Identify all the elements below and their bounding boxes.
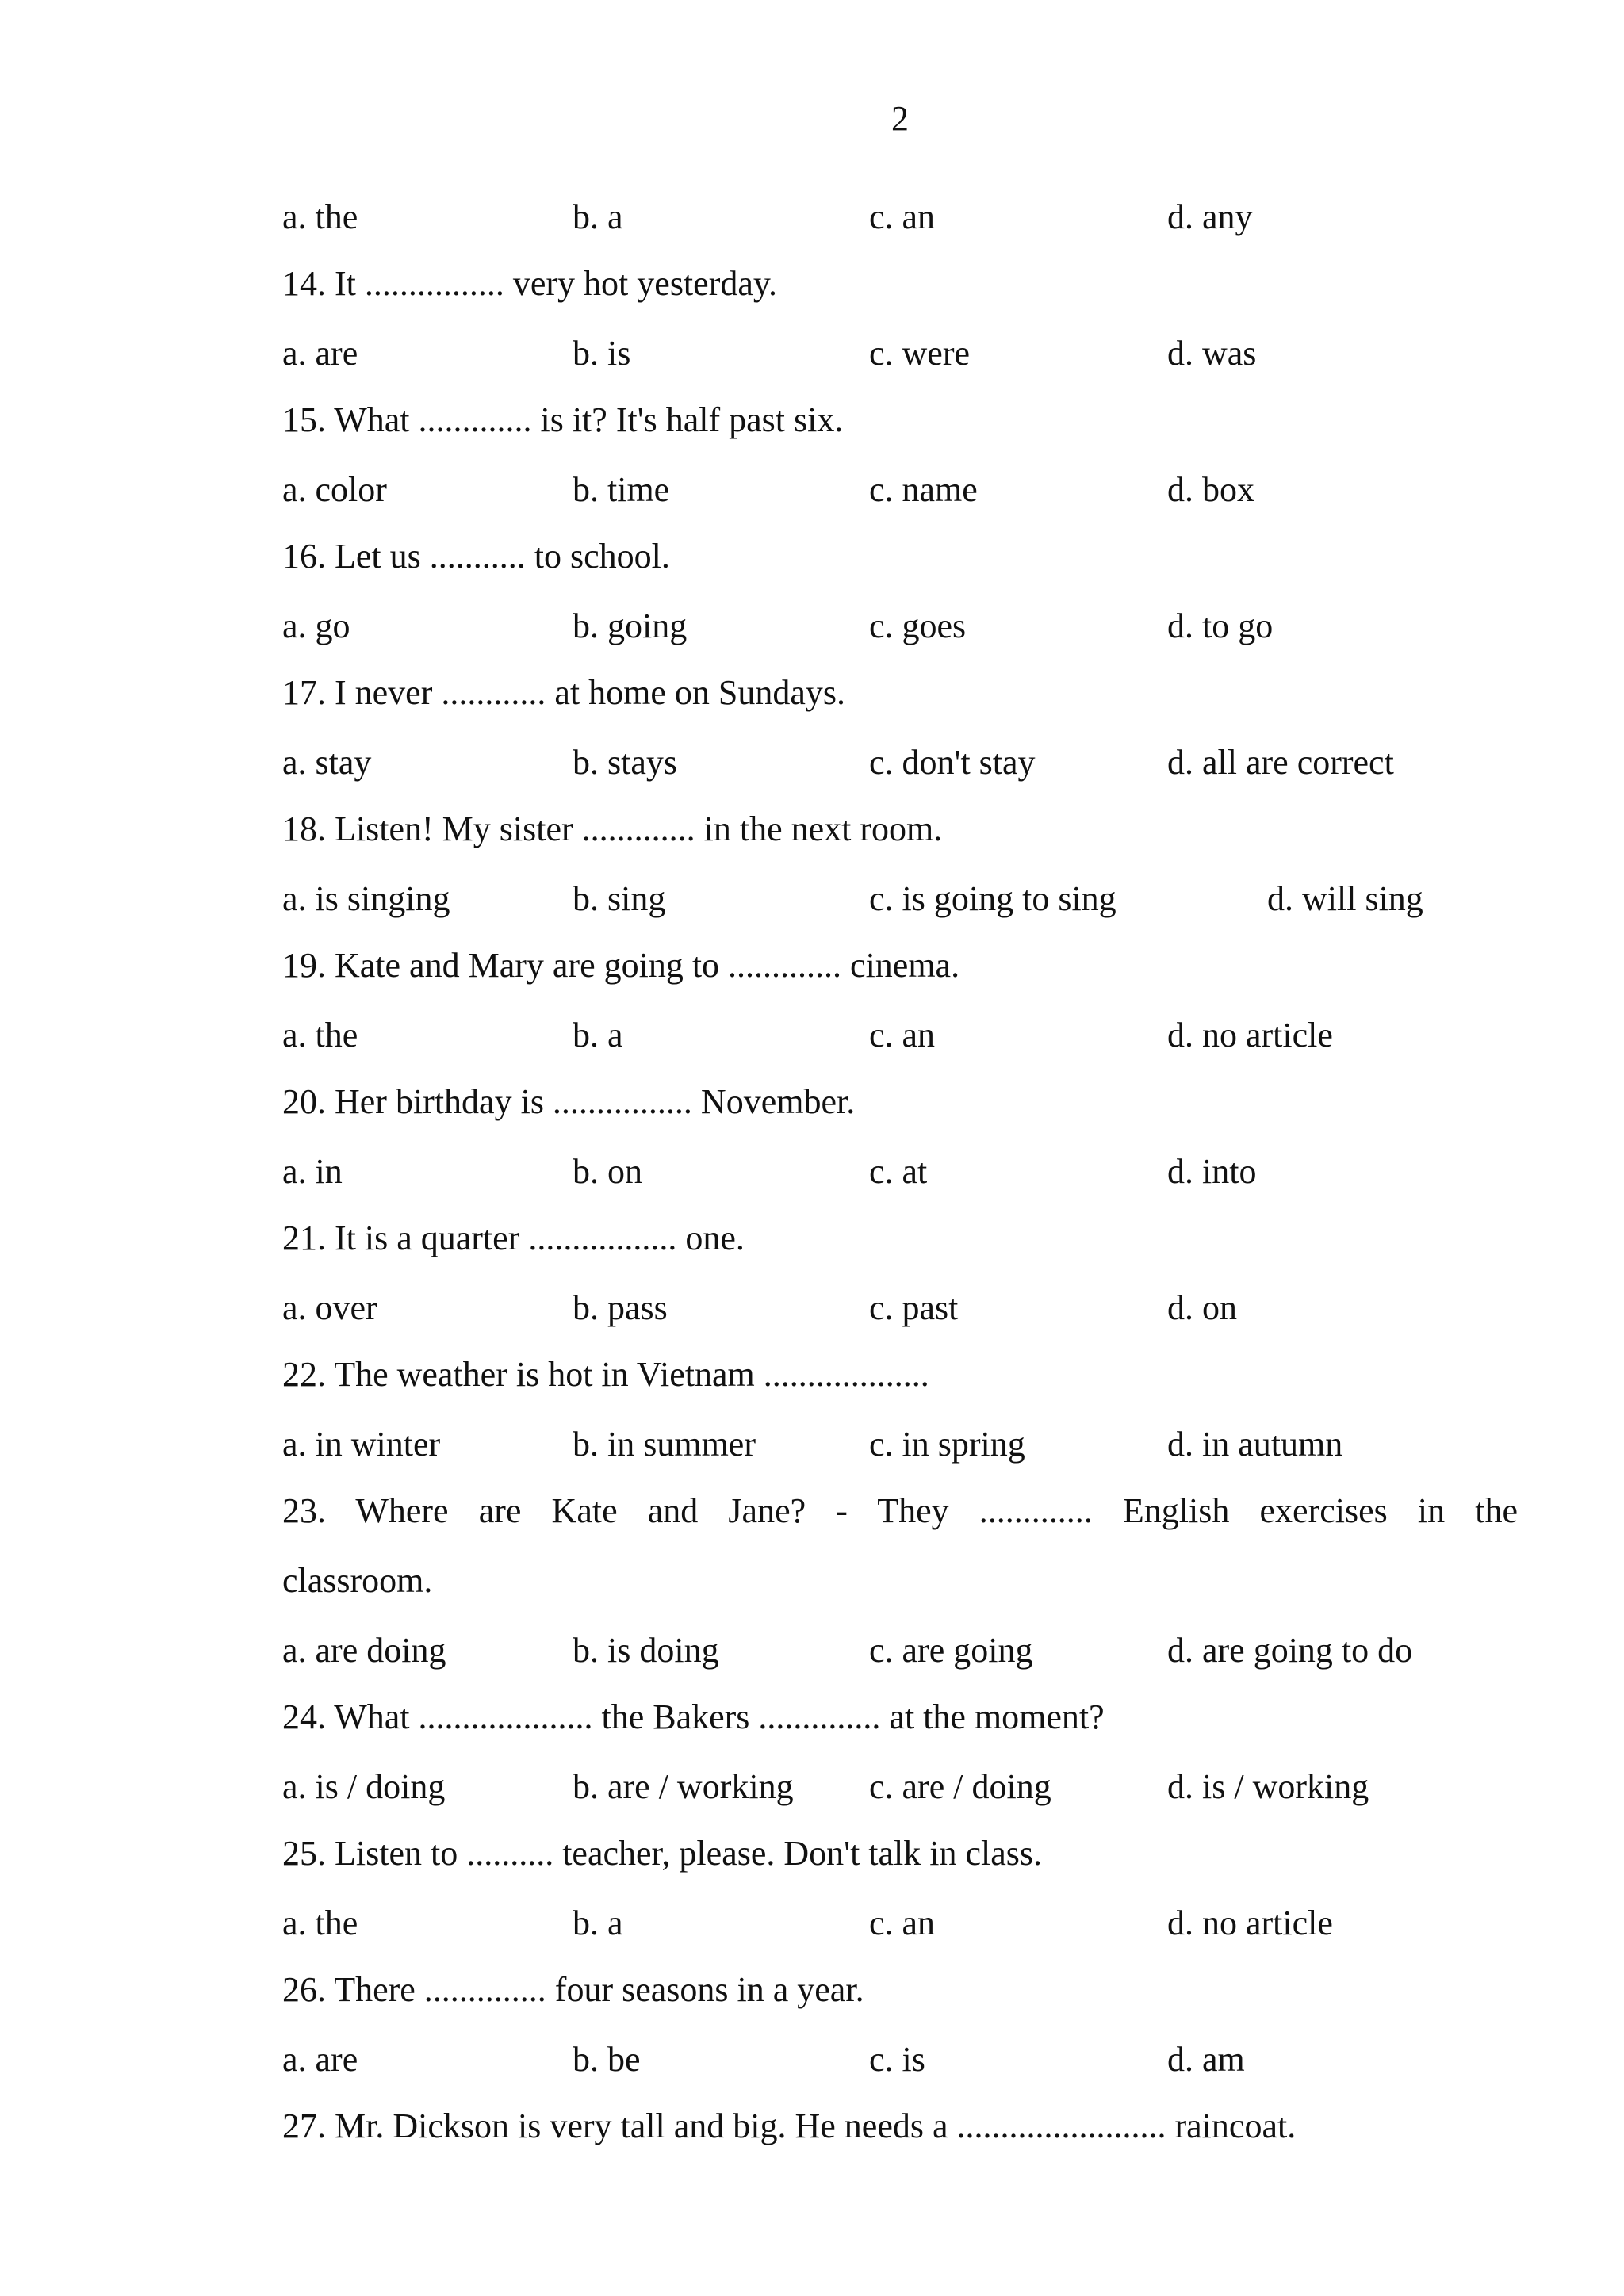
question-25: 25. Listen to .......... teacher, please. Don't talk in class. (282, 1834, 1043, 1873)
option-b: b. be (573, 2040, 641, 2079)
exercise-content (282, 192, 1518, 2171)
option-b: b. time (573, 470, 670, 509)
option-a: a. in (282, 1152, 343, 1191)
option-d: d. no article (1167, 1904, 1333, 1942)
option-row (282, 192, 1518, 258)
option-c: c. were (869, 334, 971, 373)
option-a: a. is singing (282, 879, 450, 918)
option-d: d. to go (1167, 607, 1274, 645)
option-d: d. will sing (1267, 879, 1423, 918)
option-a: a. the (282, 197, 358, 236)
option-d: d. on (1167, 1288, 1237, 1327)
option-c: c. at (869, 1152, 928, 1191)
option-c: c. don't stay (869, 743, 1036, 782)
option-d: d. was (1167, 334, 1257, 373)
option-row (282, 465, 1518, 531)
option-d: d. all are correct (1167, 743, 1394, 782)
question-20: 20. Her birthday is ................ November. (282, 1082, 856, 1121)
option-d: d. is / working (1167, 1767, 1369, 1806)
option-b: b. is (573, 334, 631, 373)
option-c: c. an (869, 1016, 936, 1054)
option-row (282, 1283, 1518, 1349)
option-row (282, 1419, 1518, 1486)
option-row (282, 1762, 1518, 1828)
question-19: 19. Kate and Mary are going to ............. cinema. (282, 946, 960, 985)
question-27: 27. Mr. Dickson is very tall and big. He needs a ........................ raincoat. (282, 2107, 1297, 2145)
option-d: d. in autumn (1167, 1425, 1343, 1464)
option-b: b. is doing (573, 1631, 719, 1670)
question-26: 26. There .............. four seasons in a year. (282, 1970, 864, 2009)
option-b: b. on (573, 1152, 642, 1191)
option-d: d. am (1167, 2040, 1245, 2079)
option-b: b. a (573, 1016, 623, 1054)
question-18: 18. Listen! My sister ............. in the next room. (282, 809, 943, 848)
option-a: a. are (282, 334, 358, 373)
question-24: 24. What .................... the Bakers .............. at the moment? (282, 1697, 1105, 1736)
option-row (282, 1898, 1518, 1965)
option-row (282, 1625, 1518, 1692)
option-c: c. an (869, 1904, 936, 1942)
option-a: a. over (282, 1288, 377, 1327)
option-c: c. are / doing (869, 1767, 1051, 1806)
option-c: c. past (869, 1288, 959, 1327)
question-21: 21. It is a quarter ................. one. (282, 1219, 745, 1257)
option-b: b. stays (573, 743, 677, 782)
option-row (282, 2034, 1518, 2101)
option-c: c. in spring (869, 1425, 1025, 1464)
option-row (282, 601, 1518, 668)
option-c: c. is going to sing (869, 879, 1116, 918)
option-d: d. are going to do (1167, 1631, 1413, 1670)
option-row (282, 737, 1518, 804)
option-b: b. are / working (573, 1767, 794, 1806)
option-c: c. an (869, 197, 936, 236)
option-row (282, 1010, 1518, 1077)
option-a: a. are (282, 2040, 358, 2079)
option-d: d. box (1167, 470, 1254, 509)
option-row (282, 1146, 1518, 1213)
option-c: c. are going (869, 1631, 1033, 1670)
question-17: 17. I never ............ at home on Sundays. (282, 673, 845, 712)
option-b: b. pass (573, 1288, 668, 1327)
question-22: 22. The weather is hot in Vietnam ................... (282, 1355, 929, 1394)
option-c: c. goes (869, 607, 967, 645)
option-a: a. color (282, 470, 387, 509)
option-b: b. in summer (573, 1425, 756, 1464)
option-c: c. is (869, 2040, 925, 2079)
option-b: b. a (573, 197, 623, 236)
option-row (282, 874, 1518, 940)
question-23-continued: classroom. (282, 1561, 433, 1600)
question-23: 23. Where are Kate and Jane? - They ............. English exercises in the (282, 1491, 1518, 1530)
option-b: b. going (573, 607, 688, 645)
option-c: c. name (869, 470, 978, 509)
option-d: d. any (1167, 197, 1253, 236)
option-a: a. is / doing (282, 1767, 446, 1806)
question-14: 14. It ................ very hot yesterday. (282, 264, 778, 303)
option-a: a. the (282, 1904, 358, 1942)
page-number: 2 (891, 99, 909, 138)
option-a: a. stay (282, 743, 372, 782)
option-b: b. sing (573, 879, 666, 918)
option-d: d. no article (1167, 1016, 1333, 1054)
option-a: a. go (282, 607, 350, 645)
option-b: b. a (573, 1904, 623, 1942)
option-a: a. in winter (282, 1425, 441, 1464)
option-a: a. the (282, 1016, 358, 1054)
question-15: 15. What ............. is it? It's half past six. (282, 400, 844, 439)
option-d: d. into (1167, 1152, 1257, 1191)
question-16: 16. Let us ........... to school. (282, 537, 670, 576)
option-a: a. are doing (282, 1631, 446, 1670)
option-row (282, 328, 1518, 395)
